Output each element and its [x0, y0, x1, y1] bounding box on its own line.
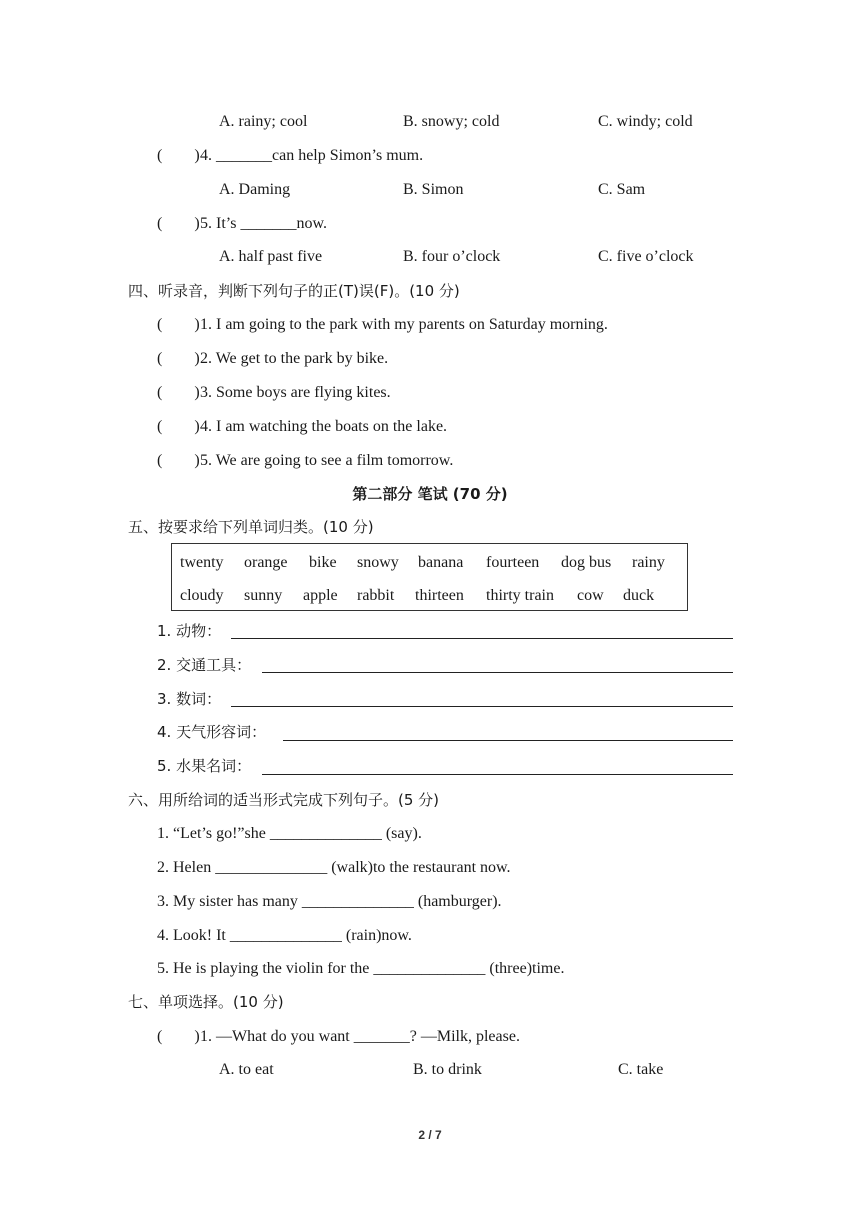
- word: dog bus: [561, 554, 612, 571]
- category-fruit-answer-line[interactable]: [262, 774, 733, 775]
- word: bike: [309, 554, 337, 571]
- category-numbers-label: 3. 数词：: [157, 690, 222, 708]
- word: snowy: [357, 554, 399, 571]
- q5-text: 5. It’s _______now.: [200, 215, 327, 232]
- section6-title: 六、用所给词的适当形式完成下列句子。(5 分): [128, 791, 440, 809]
- category-numbers-answer-line[interactable]: [231, 706, 733, 707]
- word: twenty: [180, 554, 224, 571]
- word: thirteen: [415, 587, 464, 604]
- s4-item5-text: 5. We are going to see a film tomorrow.: [200, 452, 454, 469]
- s6-item2: 2. Helen ______________ (walk)to the restaurant now.: [157, 859, 511, 876]
- word: fourteen: [486, 554, 540, 571]
- s6-item1: 1. “Let’s go!”she ______________ (say).: [157, 825, 422, 842]
- s6-item5: 5. He is playing the violin for the ______________ (three)time.: [157, 960, 565, 977]
- q3-option-a: A. rainy; cool: [219, 113, 308, 130]
- s4-item1-text: 1. I am going to the park with my parents on Saturday morning.: [200, 316, 608, 333]
- word: cow: [577, 587, 604, 604]
- s7-q1-option-b: B. to drink: [413, 1061, 482, 1078]
- word: duck: [623, 587, 655, 604]
- word: banana: [418, 554, 464, 571]
- word: orange: [244, 554, 288, 571]
- s4-item5-paren: ( ): [157, 452, 200, 469]
- category-transport-label: 2. 交通工具：: [157, 656, 252, 674]
- s4-item3-paren: ( ): [157, 384, 200, 401]
- s4-item2-text: 2. We get to the park by bike.: [200, 350, 389, 367]
- q4-option-a: A. Daming: [219, 181, 291, 198]
- word: rainy: [632, 554, 665, 571]
- q4-text: 4. _______can help Simon’s mum.: [200, 147, 424, 164]
- q4-answer-paren: ( ): [157, 147, 200, 164]
- part2-heading: 第二部分 笔试 (70 分): [352, 485, 508, 503]
- section7-title: 七、单项选择。(10 分): [128, 993, 284, 1011]
- s6-item4: 4. Look! It ______________ (rain)now.: [157, 927, 412, 944]
- q5-option-a: A. half past five: [219, 248, 323, 265]
- category-animals-answer-line[interactable]: [231, 638, 733, 639]
- category-fruit-label: 5. 水果名词：: [157, 757, 252, 775]
- category-transport-answer-line[interactable]: [262, 672, 733, 673]
- s4-item2-paren: ( ): [157, 350, 200, 367]
- s7-q1-option-a: A. to eat: [219, 1061, 274, 1078]
- q5-option-b: B. four o’clock: [403, 248, 501, 265]
- section4-title: 四、听录音，判断下列句子的正(T)误(F)。(10 分): [128, 282, 460, 300]
- word: cloudy: [180, 587, 224, 604]
- s7-q1-option-c: C. take: [618, 1061, 664, 1078]
- s4-item1-paren: ( ): [157, 316, 200, 333]
- q3-option-b: B. snowy; cold: [403, 113, 500, 130]
- s6-item3: 3. My sister has many ______________ (hamburger).: [157, 893, 502, 910]
- q4-option-b: B. Simon: [403, 181, 464, 198]
- s7-q1-text: 1. —What do you want _______? —Milk, please.: [200, 1028, 520, 1045]
- s4-item4-text: 4. I am watching the boats on the lake.: [200, 418, 448, 435]
- word: sunny: [244, 587, 283, 604]
- word: apple: [303, 587, 338, 604]
- s4-item3-text: 3. Some boys are flying kites.: [200, 384, 391, 401]
- q3-option-c: C. windy; cold: [598, 113, 693, 130]
- page-number: 2 / 7: [418, 1128, 442, 1142]
- word-bank-box: [171, 543, 688, 611]
- word: thirty train: [486, 587, 554, 604]
- s7-q1-paren: ( ): [157, 1028, 200, 1045]
- section5-title: 五、按要求给下列单词归类。(10 分): [128, 518, 374, 536]
- category-weather-answer-line[interactable]: [283, 740, 733, 741]
- q5-option-c: C. five o’clock: [598, 248, 694, 265]
- q5-answer-paren: ( ): [157, 215, 200, 232]
- category-animals-label: 1. 动物：: [157, 622, 222, 640]
- s4-item4-paren: ( ): [157, 418, 200, 435]
- category-weather-label: 4. 天气形容词：: [157, 723, 267, 741]
- word: rabbit: [357, 587, 395, 604]
- q4-option-c: C. Sam: [598, 181, 646, 198]
